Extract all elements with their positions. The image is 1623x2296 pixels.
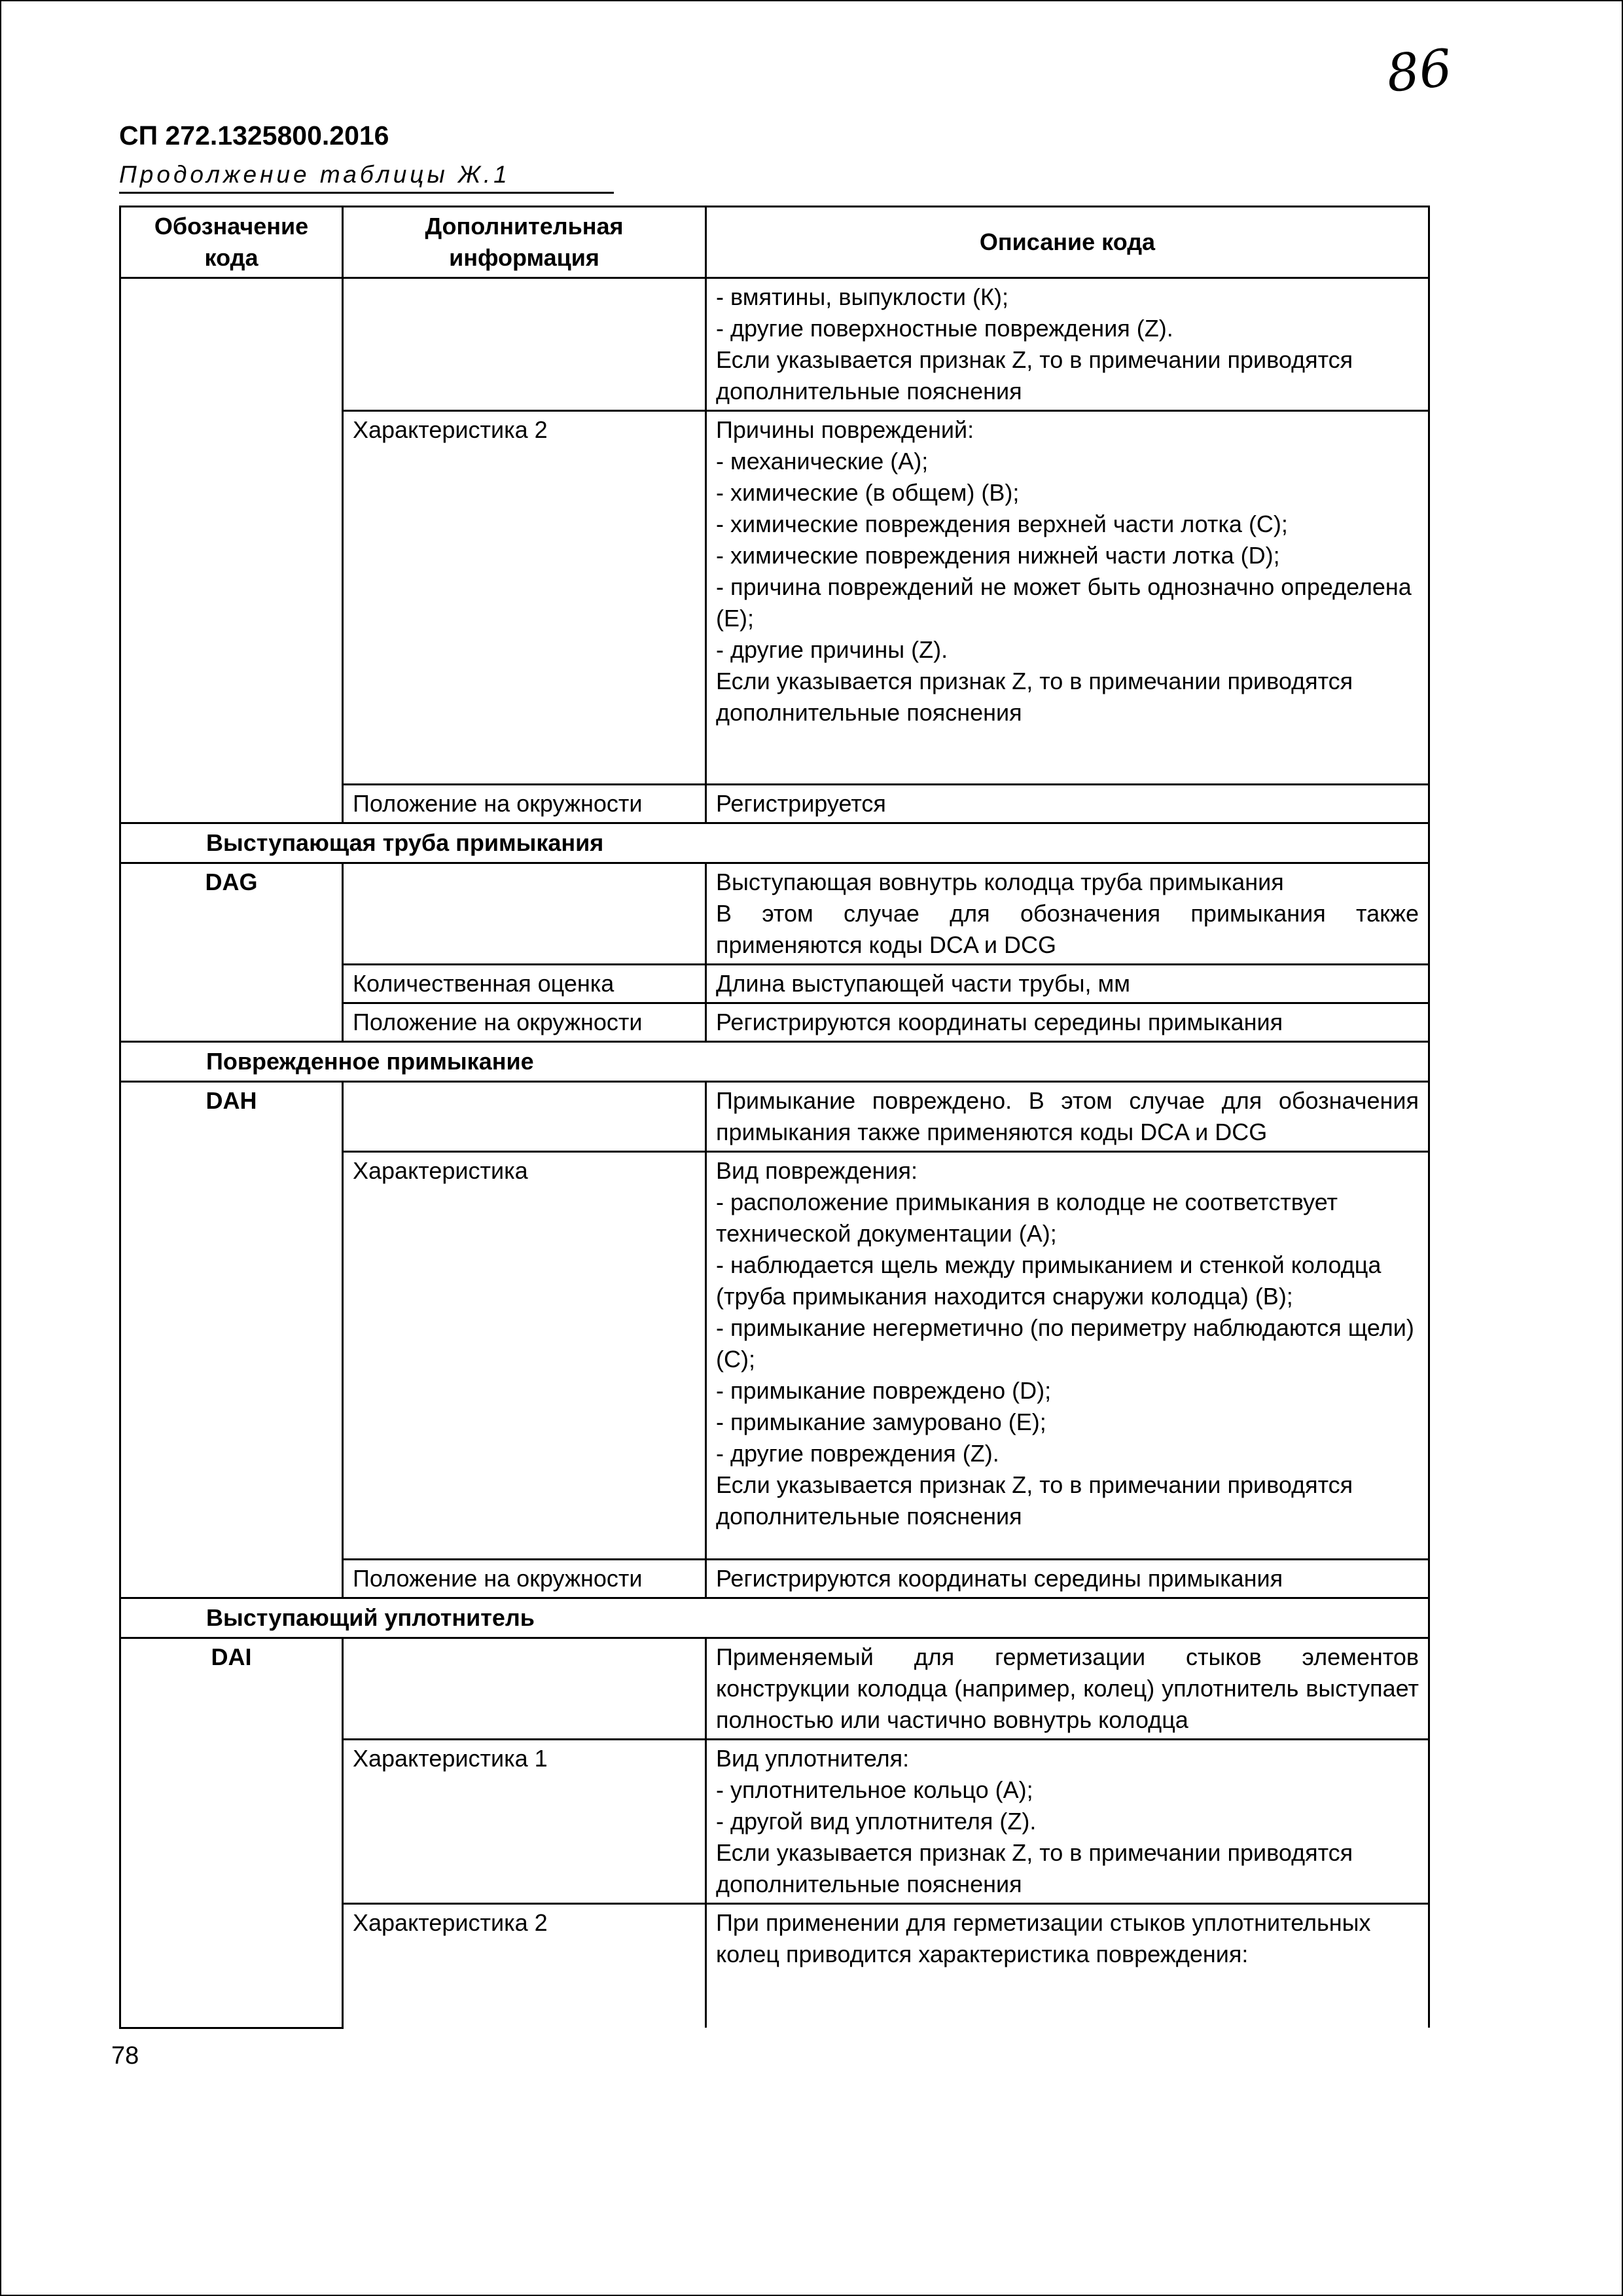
cell-desc-cont-c: Регистрируется xyxy=(706,785,1429,823)
cell-desc-cont-b: Причины повреждений: - механические (А); - химические (в общем) (В); - химические повреждения верхней части лотка (С); - химические повреждения нижней части лотка (D); - причина повреждений не может быть однозначно определена (Е); - другие причины (Z). Если указывается признак Z, то в примечании приводятся дополнительные пояснения xyxy=(706,411,1429,785)
cell-info-dah-pos: Положение на окружности xyxy=(343,1560,706,1598)
table-row xyxy=(120,278,1429,411)
column-header-desc: Описание кода xyxy=(706,207,1429,278)
cell-info-dai-char1: Характеристика 1 xyxy=(343,1740,706,1904)
cell-desc-dah-pos: Регистрируются координаты середины примыкания xyxy=(706,1560,1429,1598)
cell-info-empty xyxy=(343,278,706,411)
table-caption: Продолжение таблицы Ж.1 xyxy=(119,161,614,194)
cell-info-dah-empty xyxy=(343,1082,706,1152)
cell-info-dai-char2: Характеристика 2 xyxy=(343,1904,706,2028)
column-header-info: Дополнительная информация xyxy=(343,207,706,278)
section-title-dah: Поврежденное примыкание xyxy=(120,1042,1429,1082)
codes-table xyxy=(119,206,1430,2029)
table-row xyxy=(120,1638,1429,1740)
section-row-dag xyxy=(120,823,1429,863)
table-header-row xyxy=(120,207,1429,278)
cell-desc-dai-char2: При применении для герметизации стыков уплотнительных колец приводится характеристика повреждения: xyxy=(706,1904,1429,2028)
cell-info-cont-b: Характеристика 2 xyxy=(343,411,706,785)
page-number: 78 xyxy=(111,2042,139,2070)
cell-info-dag-pos: Положение на окружности xyxy=(343,1003,706,1042)
cell-desc-dag-pos: Регистрируются координаты середины примыкания xyxy=(706,1003,1429,1042)
cell-desc-cont-a: - вмятины, выпуклости (К); - другие поверхностные повреждения (Z). Если указывается признак Z, то в примечании приводятся дополнительные пояснения xyxy=(706,278,1429,411)
cell-desc-dai: Применяемый для герметизации стыков элементов конструкции колодца (например, колец) уплотнитель выступает полностью или частично вовнутрь колодца xyxy=(706,1638,1429,1740)
cell-desc-dag-qty: Длина выступающей части трубы, мм xyxy=(706,965,1429,1003)
cell-desc-dag: Выступающая вовнутрь колодца труба примыкания В этом случае для обозначения примыкания также применяются коды DCA и DCG xyxy=(706,863,1429,965)
table-container xyxy=(119,206,1430,2029)
section-title-dai: Выступающий уплотнитель xyxy=(120,1598,1429,1638)
cell-desc-dai-char1: Вид уплотнителя: - уплотнительное кольцо (А); - другой вид уплотнителя (Z). Если указывается признак Z, то в примечании приводятся дополнительные пояснения xyxy=(706,1740,1429,1904)
handwritten-page-note: 86 xyxy=(1383,39,1455,104)
column-header-code: Обозначение кода xyxy=(120,207,343,278)
table-row xyxy=(120,863,1429,965)
cell-info-cont-c: Положение на окружности xyxy=(343,785,706,823)
section-row-dai xyxy=(120,1598,1429,1638)
cell-info-dag-qty: Количественная оценка xyxy=(343,965,706,1003)
cell-code-empty xyxy=(120,278,343,823)
document-code-heading: СП 272.1325800.2016 xyxy=(119,120,389,151)
cell-desc-dah: Примыкание повреждено. В этом случае для обозначения примыкания также применяются коды DCA и DCG xyxy=(706,1082,1429,1152)
cell-code-dah: DAH xyxy=(120,1082,343,1598)
cell-code-dai: DAI xyxy=(120,1638,343,2028)
cell-info-dag-empty xyxy=(343,863,706,965)
cell-info-dah-char: Характеристика xyxy=(343,1152,706,1560)
cell-code-dag: DAG xyxy=(120,863,343,1042)
section-row-dah xyxy=(120,1042,1429,1082)
section-title-dag: Выступающая труба примыкания xyxy=(120,823,1429,863)
cell-desc-dah-char: Вид повреждения: - расположение примыкания в колодце не соответствует технической документации (А); - наблюдается щель между примыканием и стенкой колодца (труба примыкания находится снаружи колодца) (В); - примыкание негерметично (по периметру наблюдаются щели) (С); - примыкание повреждено (D); - примыкание замуровано (Е); - другие повреждения (Z). Если указывается признак Z, то в примечании приводятся дополнительные пояснения xyxy=(706,1152,1429,1560)
cell-info-dai-empty xyxy=(343,1638,706,1740)
table-row xyxy=(120,1082,1429,1152)
